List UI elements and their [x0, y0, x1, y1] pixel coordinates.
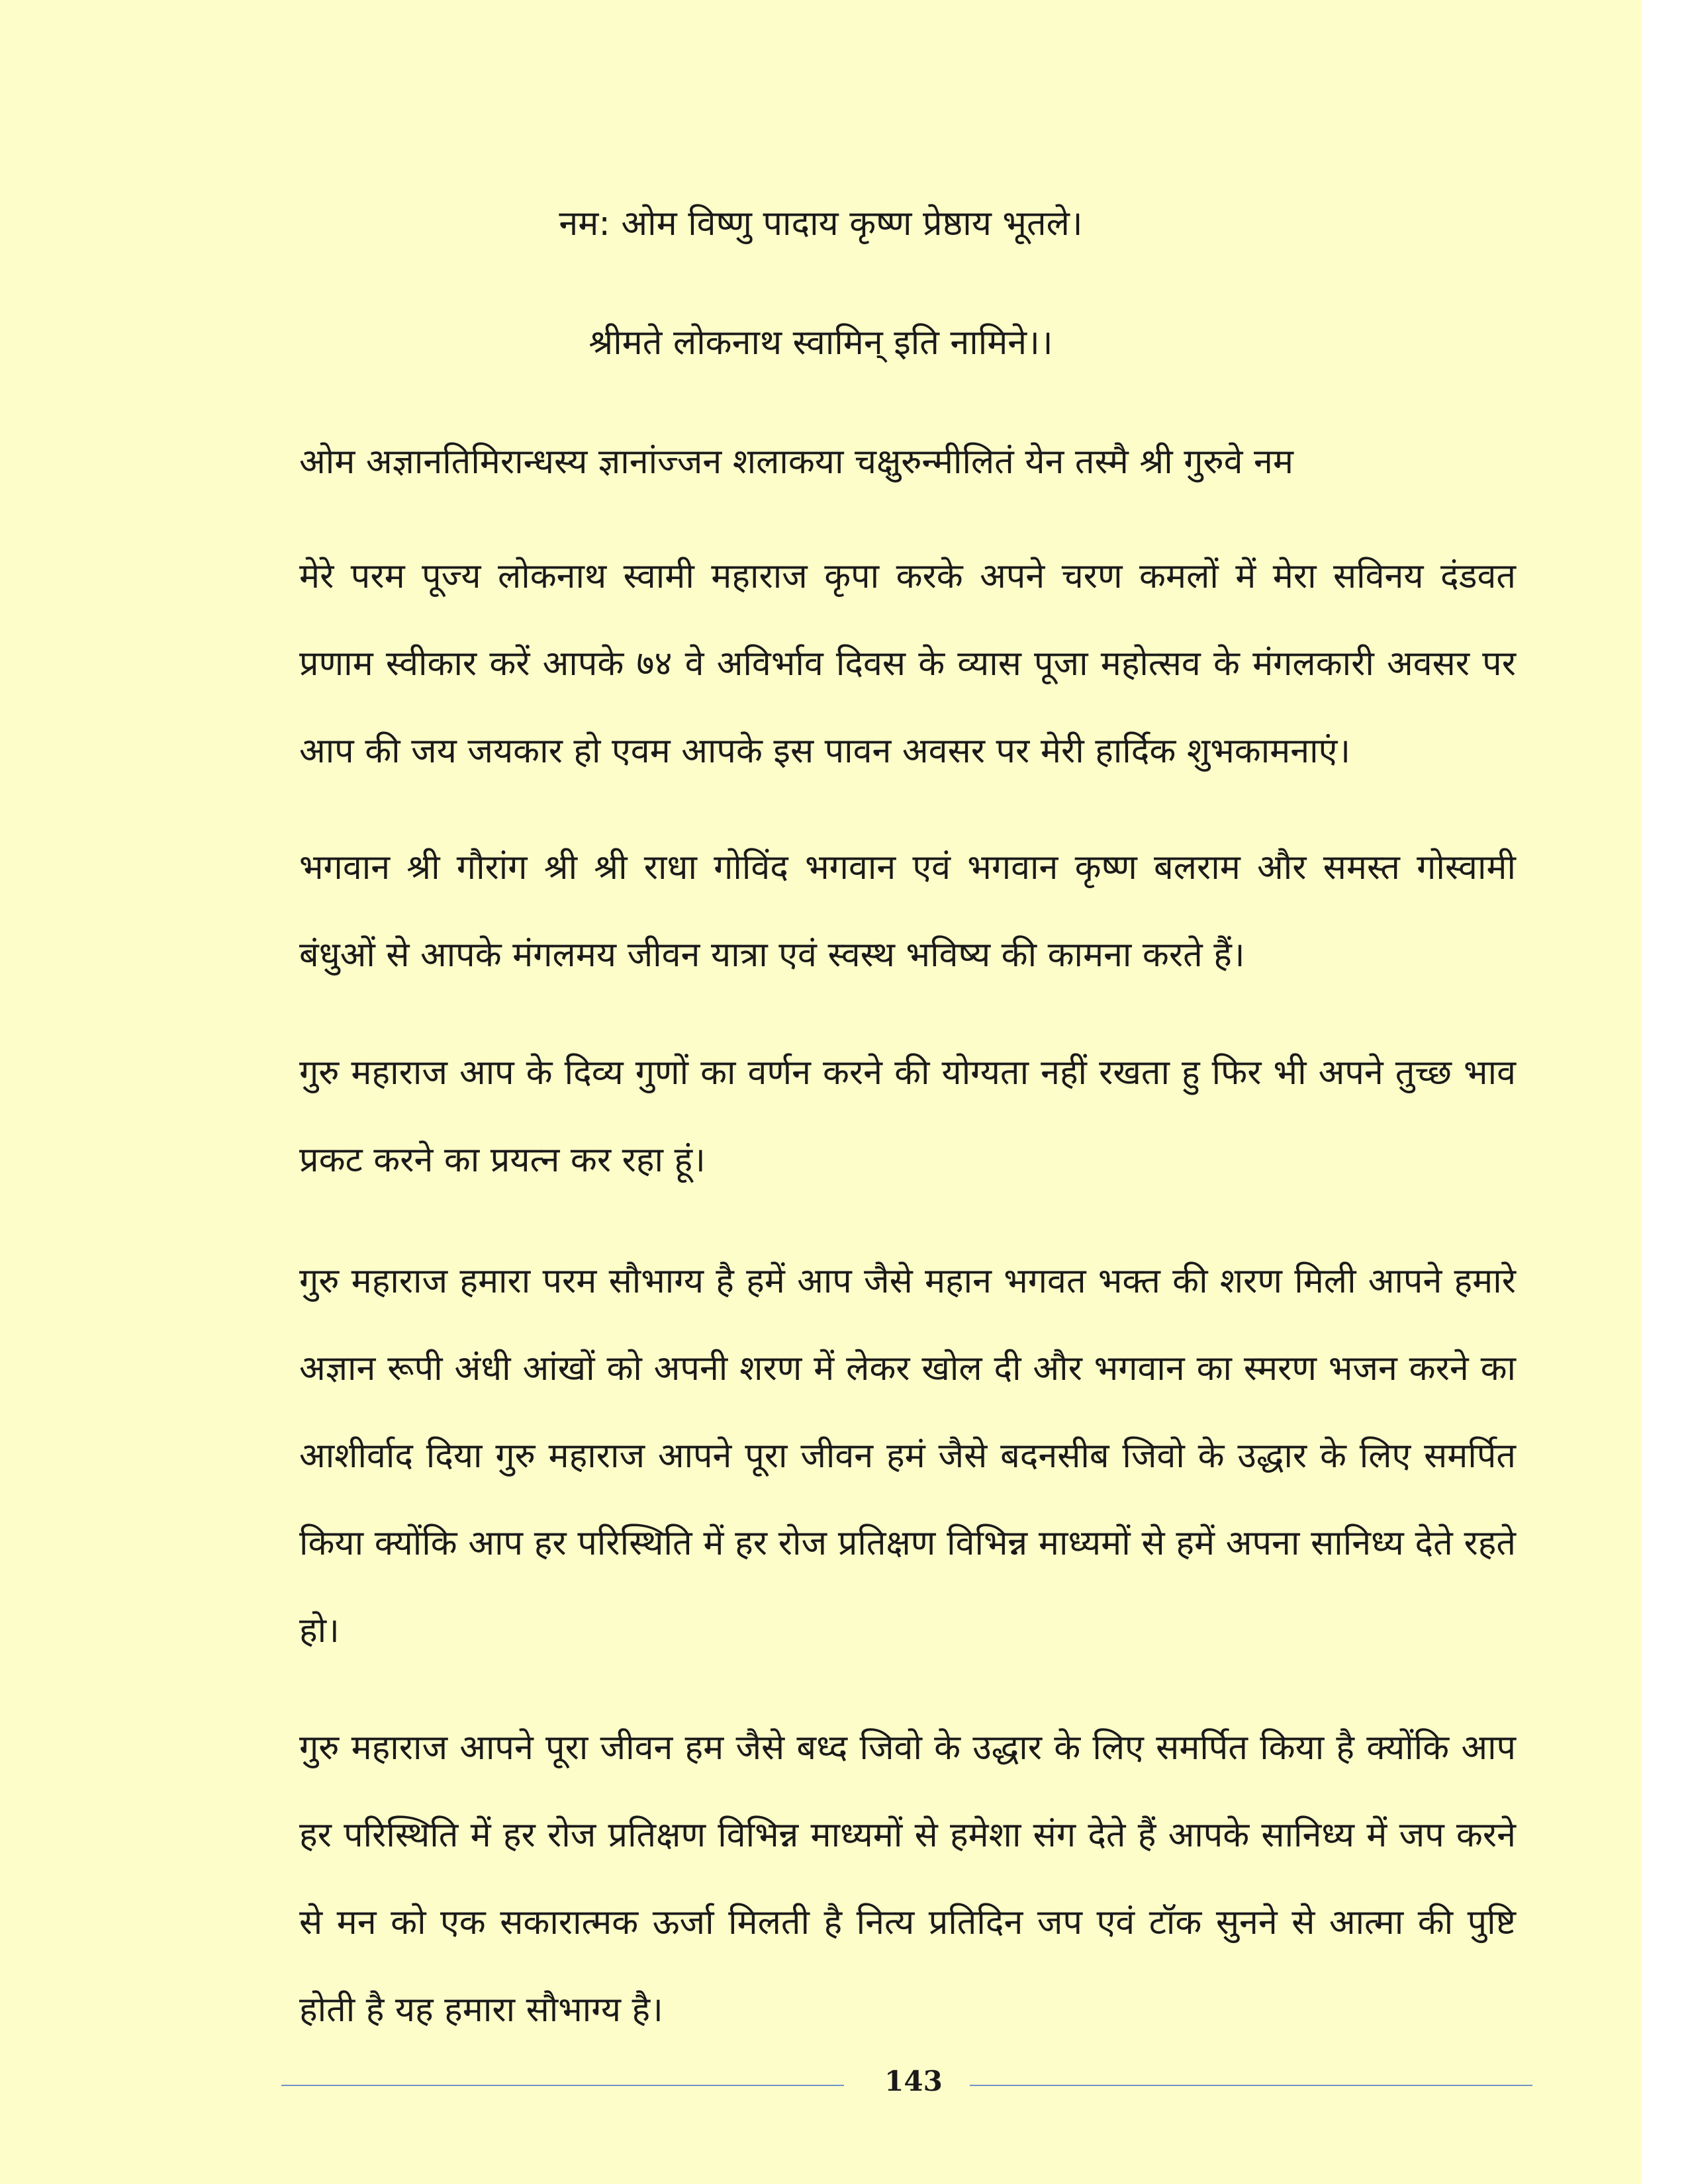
page-number: 143	[884, 2065, 943, 2097]
footer-rule-left	[281, 2085, 844, 2086]
paragraph-3: गुरु महाराज आप के दिव्य गुणों का वर्णन करने की योग्यता नहीं रखता हु फिर भी अपने तुच्छ भाव प्रकट करने का प्रयत्न कर रहा हूं।	[299, 1053, 1516, 1180]
footer-rule-right	[970, 2085, 1532, 2086]
paragraph-1: मेरे परम पूज्य लोकनाथ स्वामी महाराज कृपा करके अपने चरण कमलों में मेरा सविनय दंडवत प्रणाम स्वीकार करें आपके ७४ वे अविर्भाव दिवस के व्यास पूजा महोत्सव के मंगलकारी अवसर पर आप की जय जयकार हो एवम आपके इस पावन अवसर पर मेरी हार्दिक शुभकामनाएं।	[299, 557, 1516, 771]
paragraph-4: गुरु महाराज हमारा परम सौभाग्य है हमें आप जैसे महान भगवत भक्त की शरण मिली आपने हमारे अज्ञान रूपी अंधी आंखों को अपनी शरण में लेकर खोल दी और भगवान का स्मरण भजन करने का आशीर्वाद दिया गुरु महाराज आपने पूरा जीवन हमं जैसे बदनसीब जिवो के उद्धार के लिए समर्पित किया क्योंकि आप हर परिस्थिति में हर रोज प्रतिक्षण विभिन्न माध्यमों से हमें अपना सानिध्य देते रहते हो।	[299, 1261, 1516, 1651]
paragraph-5: गुरु महाराज आपने पूरा जीवन हम जैसे बध्द जिवो के उद्धार के लिए समर्पित किया है क्योंकि आप हर परिस्थिति में हर रोज प्रतिक्षण विभिन्न माध्यमों से हमेशा संग देते हैं आपके सानिध्य में जप करने से मन को एक सकारात्मक ऊर्जा मिलती है नित्य प्रतिदिन जप एवं टॉक सुनने से आत्मा की पुष्टि होती है यह हमारा सौभाग्य है।	[299, 1728, 1516, 2030]
verse-line-2: श्रीमते लोकनाथ स्वामिन् इति नामिने।।	[588, 323, 1053, 363]
paragraph-2: भगवान श्री गौरांग श्री श्री राधा गोविंद भगवान एवं भगवान कृष्ण बलराम और समस्त गोस्वामी बंधुओं से आपके मंगलमय जीवन यात्रा एवं स्वस्थ भविष्य की कामना करते हैं।	[299, 848, 1516, 975]
guru-prayer: ओम अज्ञानतिमिरान्धस्य ज्ञानांज्जन शलाकया चक्षुरुन्मीलितं येन तस्मै श्री गुरुवे नम	[299, 442, 1293, 482]
verse-line-1: नम: ओम विष्णु पादाय कृष्ण प्रेष्ठाय भूतले।	[559, 204, 1083, 244]
